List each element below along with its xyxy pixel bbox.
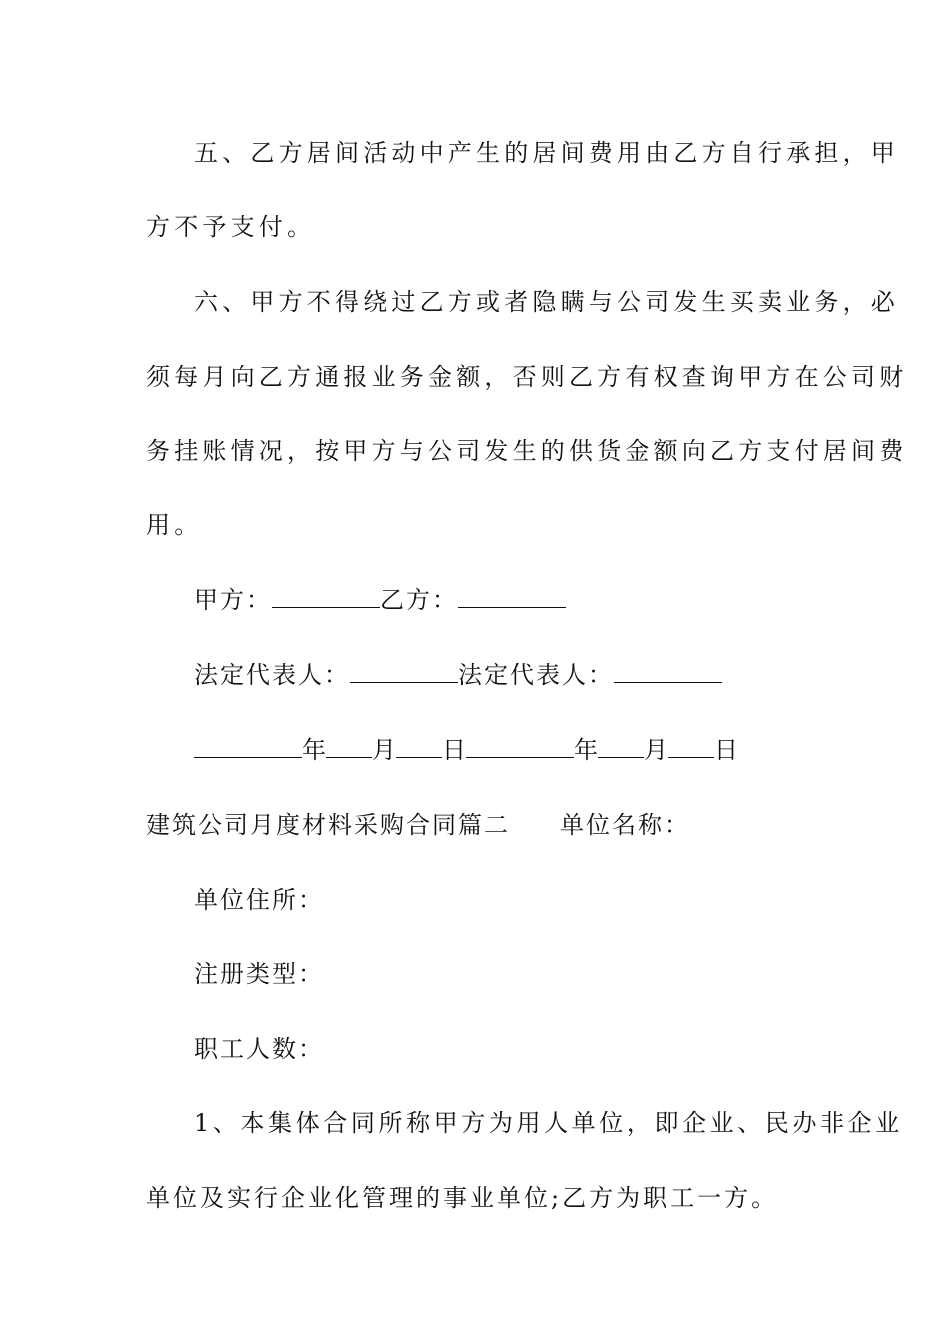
year-a-label: 年 <box>302 736 326 764</box>
unit-address-label: 单位住所： <box>194 886 324 914</box>
section-title: 建筑公司月度材料采购合同篇二 <box>146 811 510 839</box>
clause-5-line-1: 五、乙方居间活动中产生的居间费用由乙方自行承担，甲 <box>194 139 899 167</box>
month-b-blank <box>598 737 644 758</box>
day-a-label: 日 <box>442 736 466 764</box>
item-1-line-1: 1、本集体合同所称甲方为用人单位，即企业、民办非企业 <box>194 1109 903 1137</box>
rep-b-blank <box>614 662 722 683</box>
party-a-blank <box>272 587 380 608</box>
year-b-blank <box>466 737 574 758</box>
rep-b-label: 法定代表人： <box>458 661 614 689</box>
party-b-label: 乙方： <box>380 586 458 614</box>
clause-5-line-2: 方不予支付。 <box>146 213 316 241</box>
staff-count-label: 职工人数： <box>194 1035 324 1063</box>
party-b-blank <box>458 587 566 608</box>
year-b-label: 年 <box>574 736 598 764</box>
rep-a-blank <box>350 662 458 683</box>
clause-6-line-1: 六、甲方不得绕过乙方或者隐瞒与公司发生买卖业务，必 <box>194 288 899 316</box>
day-a-blank <box>396 737 442 758</box>
legal-representative-line <box>194 660 722 690</box>
date-line <box>194 735 738 765</box>
day-b-label: 日 <box>714 736 738 764</box>
month-a-blank <box>326 737 372 758</box>
party-signature-line <box>194 585 566 615</box>
rep-a-label: 法定代表人： <box>194 661 350 689</box>
clause-6-line-3: 务挂账情况，按甲方与公司发生的供货金额向乙方支付居间费 <box>146 437 908 465</box>
month-b-label: 月 <box>644 736 668 764</box>
unit-name-label: 单位名称： <box>560 811 690 839</box>
registration-type-label: 注册类型： <box>194 960 324 988</box>
clause-6-line-4: 用。 <box>146 511 203 539</box>
day-b-blank <box>668 737 714 758</box>
section-heading-line <box>146 810 690 840</box>
month-a-label: 月 <box>372 736 396 764</box>
clause-6-line-2: 须每月向乙方通报业务金额，否则乙方有权查询甲方在公司财 <box>146 363 908 391</box>
year-a-blank <box>194 737 302 758</box>
item-1-line-2: 单位及实行企业化管理的事业单位;乙方为职工一方。 <box>146 1184 779 1212</box>
party-a-label: 甲方： <box>194 586 272 614</box>
